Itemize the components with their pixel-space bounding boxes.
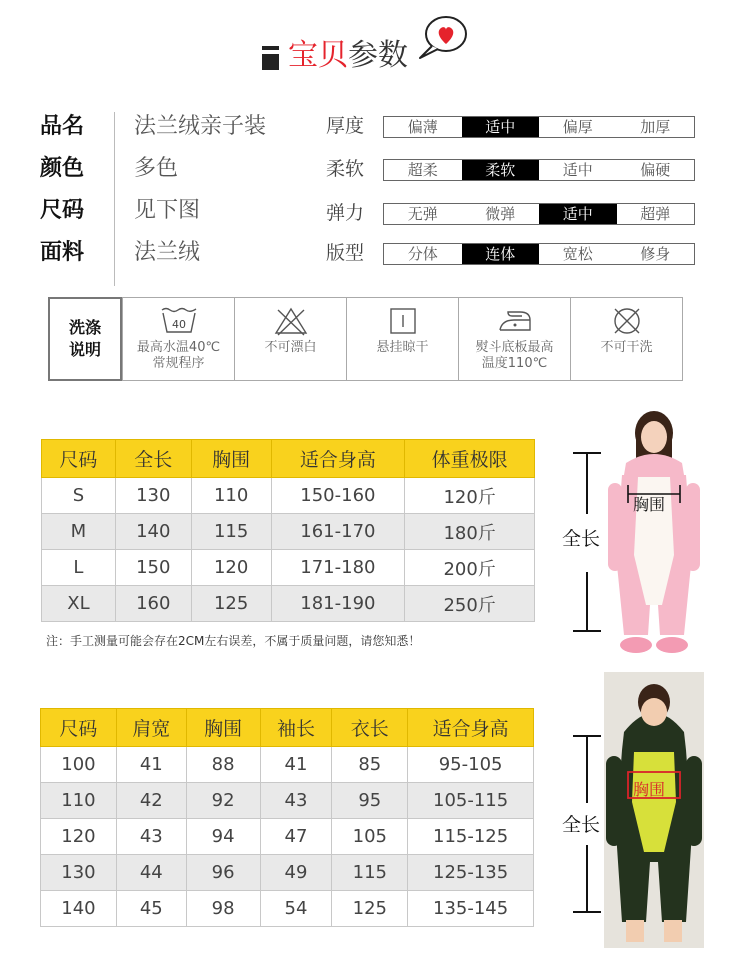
table-cell: 110 (191, 478, 271, 514)
scale-option: 加厚 (640, 118, 671, 136)
info-key: 品名 (40, 114, 85, 139)
table-cell: L (42, 550, 116, 586)
chest-label: 胸围 (633, 780, 666, 799)
info-value: 法兰绒 (134, 240, 201, 265)
table-cell: 150 (115, 550, 191, 586)
wash-40-icon (160, 306, 198, 336)
info-key: 尺码 (40, 198, 85, 223)
table-row (41, 891, 534, 927)
wash-text-line: 常规程序 (152, 356, 205, 371)
table-header-cell: 适合身高 (408, 709, 534, 747)
table-cell: 42 (116, 783, 186, 819)
wash-heading-line: 洗涤 (68, 318, 101, 337)
wash-item (122, 298, 234, 380)
table-row (42, 478, 535, 514)
measurement-note: 注：手工测量可能会存在2CM左右误差，不属于质量问题，请您知悉！ (46, 634, 421, 648)
bullet-icon (262, 46, 279, 70)
table-cell: S (42, 478, 116, 514)
table-cell: 161-170 (271, 514, 405, 550)
table-cell: 171-180 (271, 550, 405, 586)
title-part1: 宝贝 (288, 38, 348, 73)
scale-label: 柔软 (326, 158, 365, 180)
scale-options (383, 116, 695, 138)
table-cell: 115 (332, 855, 408, 891)
table-cell: 88 (186, 747, 260, 783)
table-cell: 43 (116, 819, 186, 855)
scale-option: 修身 (640, 245, 671, 263)
table-row (42, 586, 535, 622)
table-header-cell: 尺码 (42, 440, 116, 478)
wash-text (600, 340, 652, 356)
table-header-row (41, 709, 534, 747)
scale-option-selected: 适中 (462, 117, 540, 137)
scale-options (383, 159, 695, 181)
table-header-cell: 适合身高 (271, 440, 405, 478)
table-cell: 130 (41, 855, 117, 891)
table-cell: 125 (191, 586, 271, 622)
page-title (288, 36, 408, 76)
chest-label: 胸围 (633, 495, 666, 514)
scale-label: 厚度 (326, 115, 365, 137)
table-row (41, 855, 534, 891)
table-row (41, 747, 534, 783)
kid-model-photo (604, 672, 704, 948)
scale-option: 无弹 (407, 205, 438, 223)
wash-item (234, 298, 346, 380)
table-cell: 160 (115, 586, 191, 622)
wash-text (475, 340, 553, 372)
table-header-cell: 尺码 (41, 709, 117, 747)
wash-text (376, 340, 428, 356)
title-part2: 参数 (348, 38, 408, 73)
table-cell: 54 (260, 891, 332, 927)
scale-option: 微弹 (485, 205, 516, 223)
scale-options (383, 243, 695, 265)
scale-label: 弹力 (326, 202, 365, 224)
hang-dry-icon (384, 306, 422, 336)
wash-text-line: 悬挂晾干 (376, 340, 429, 355)
table-cell: 120斤 (405, 478, 535, 514)
table-header-cell: 胸围 (186, 709, 260, 747)
scale-label: 版型 (326, 242, 365, 264)
iron-icon (496, 306, 534, 336)
scale-option: 适中 (562, 161, 593, 179)
table-cell: 115 (191, 514, 271, 550)
adult-model-photo (604, 405, 704, 657)
table-row (41, 819, 534, 855)
table-cell: 125-135 (408, 855, 534, 891)
info-divider (114, 112, 115, 286)
no-dry-clean-icon (608, 306, 646, 336)
length-label: 全长 (562, 528, 601, 550)
table-cell: 105-115 (408, 783, 534, 819)
table-cell: 180斤 (405, 514, 535, 550)
scale-options (383, 203, 695, 225)
scale-option: 分体 (407, 245, 438, 263)
table-cell: 100 (41, 747, 117, 783)
wash-text-line: 温度110℃ (481, 356, 548, 371)
table-row (41, 783, 534, 819)
no-bleach-icon (272, 306, 310, 336)
table-cell: 98 (186, 891, 260, 927)
adult-size-table (41, 439, 535, 622)
wash-text-line: 熨斗底板最高 (475, 340, 554, 355)
table-header-cell: 全长 (115, 440, 191, 478)
table-cell: 41 (116, 747, 186, 783)
table-cell: 85 (332, 747, 408, 783)
wash-text (137, 340, 220, 372)
wash-text (264, 340, 316, 356)
table-cell: 43 (260, 783, 332, 819)
wash-temp: 40 (171, 318, 186, 331)
wash-item (570, 298, 682, 380)
table-cell: XL (42, 586, 116, 622)
table-cell: 250斤 (405, 586, 535, 622)
table-header-cell: 肩宽 (116, 709, 186, 747)
scale-option: 宽松 (562, 245, 593, 263)
table-cell: M (42, 514, 116, 550)
scale-option: 偏薄 (407, 118, 438, 136)
table-cell: 92 (186, 783, 260, 819)
table-cell: 110 (41, 783, 117, 819)
wash-text-line: 最高水温40℃ (136, 340, 221, 355)
table-header-cell: 衣长 (332, 709, 408, 747)
table-cell: 120 (191, 550, 271, 586)
table-cell: 140 (115, 514, 191, 550)
table-header-cell: 胸围 (191, 440, 271, 478)
table-cell: 44 (116, 855, 186, 891)
length-label: 全长 (562, 814, 601, 836)
heart-bubble-icon (416, 14, 470, 62)
table-cell: 150-160 (271, 478, 405, 514)
table-cell: 49 (260, 855, 332, 891)
table-cell: 130 (115, 478, 191, 514)
wash-text-line: 不可漂白 (264, 340, 317, 355)
scale-option: 偏硬 (640, 161, 671, 179)
scale-option: 偏厚 (562, 118, 593, 136)
wash-heading (48, 297, 122, 381)
table-cell: 105 (332, 819, 408, 855)
scale-option-selected: 适中 (539, 204, 617, 224)
table-cell: 115-125 (408, 819, 534, 855)
table-header-cell: 体重极限 (405, 440, 535, 478)
table-cell: 140 (41, 891, 117, 927)
wash-instructions (48, 297, 683, 381)
table-cell: 125 (332, 891, 408, 927)
scale-option-selected: 柔软 (462, 160, 540, 180)
info-value: 见下图 (134, 198, 201, 223)
info-value: 多色 (134, 156, 179, 181)
table-cell: 95 (332, 783, 408, 819)
wash-item (346, 298, 458, 380)
table-cell: 200斤 (405, 550, 535, 586)
table-cell: 135-145 (408, 891, 534, 927)
table-cell: 96 (186, 855, 260, 891)
info-key: 面料 (40, 240, 85, 265)
info-value: 法兰绒亲子装 (134, 114, 267, 139)
scale-option-selected: 连体 (462, 244, 540, 264)
kids-size-table (40, 708, 534, 927)
table-cell: 94 (186, 819, 260, 855)
table-cell: 45 (116, 891, 186, 927)
table-cell: 95-105 (408, 747, 534, 783)
scale-option: 超弹 (640, 205, 671, 223)
table-cell: 181-190 (271, 586, 405, 622)
scale-option: 超柔 (407, 161, 438, 179)
table-cell: 47 (260, 819, 332, 855)
wash-heading-line: 说明 (68, 340, 101, 359)
table-row (42, 550, 535, 586)
table-row (42, 514, 535, 550)
wash-item (458, 298, 570, 380)
table-cell: 120 (41, 819, 117, 855)
info-key: 颜色 (40, 156, 85, 181)
table-header-row (42, 440, 535, 478)
table-cell: 41 (260, 747, 332, 783)
wash-text-line: 不可干洗 (600, 340, 653, 355)
table-header-cell: 袖长 (260, 709, 332, 747)
